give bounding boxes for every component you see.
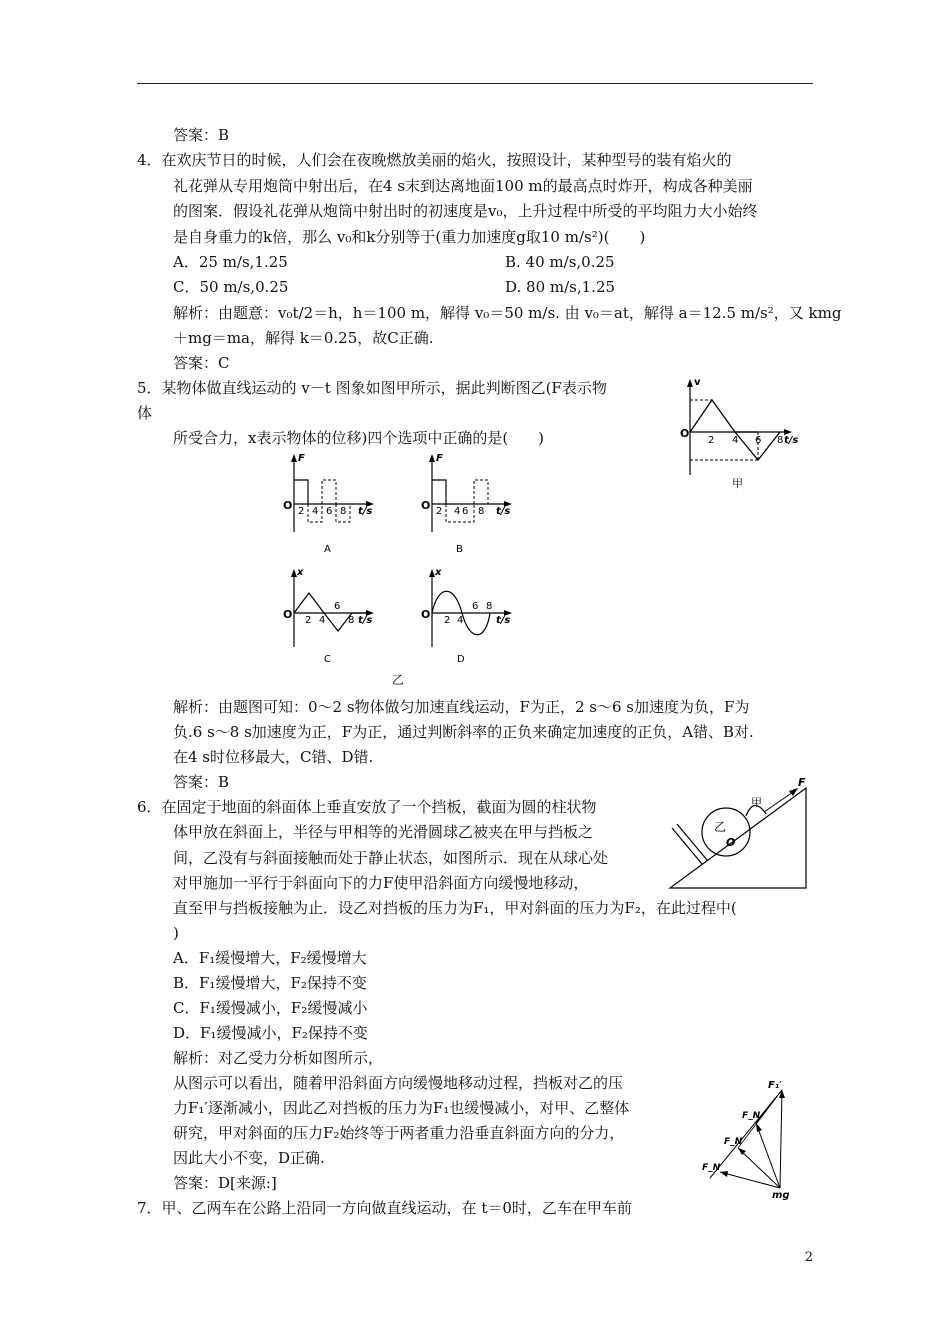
origin-label: O: [283, 608, 293, 621]
x-axis-label: x: [297, 567, 304, 578]
figure-jia-vt-graph: [680, 375, 810, 495]
t-axis-label: t/s: [496, 615, 511, 626]
tick-label: 6: [755, 435, 762, 446]
figure-caption: D: [457, 654, 465, 665]
q5-analysis: 负.6 s～8 s加速度为正，F为正，通过判断斜率的正负来确定加速度的正负，A错、B对.: [173, 723, 754, 741]
origin-label: O: [421, 499, 431, 512]
figure-caption: C: [324, 654, 331, 665]
ball-yi-label: 乙: [714, 820, 727, 834]
tick-label: 8: [340, 506, 347, 517]
tick-label: 4: [312, 506, 319, 517]
tick-label: 2: [305, 615, 312, 626]
gravity-mg-label: mg: [772, 1190, 790, 1201]
tick-label: 8: [777, 435, 784, 446]
f-axis-label: F: [436, 453, 443, 464]
q6-text: 体甲放在斜面上，半径与甲相等的光滑圆球乙被夹在甲与挡板之: [173, 823, 594, 841]
t-axis-label: t/s: [358, 615, 373, 626]
cylinder-jia-label: 甲: [751, 796, 762, 809]
q6-option-a: A．F₁缓慢增大，F₂缓慢增大: [173, 949, 367, 967]
tick-label: 6: [472, 601, 479, 612]
normal-force-label: F_N: [702, 1163, 721, 1173]
tick-label: 4: [457, 615, 464, 626]
q4-text: 是自身重力的k倍，那么 v₀和k分别等于(重力加速度g取10 m/s²)( ): [173, 228, 646, 246]
q6-text: 对甲施加一平行于斜面向下的力F使甲沿斜面方向缓慢地移动，: [173, 874, 589, 892]
tick-label: 6: [326, 506, 333, 517]
normal-force-label: F_N: [724, 1137, 743, 1147]
t-axis-label: t/s: [358, 506, 373, 517]
figure-option-c: [282, 565, 382, 670]
q6-option-c: C．F₁缓慢减小，F₂缓慢减小: [173, 999, 368, 1017]
q4-analysis: ＋mg＝ma，解得 k＝0.25，故C正确.: [173, 329, 434, 347]
q6-analysis: 力F₁′逐渐减小，因此乙对挡板的压力为F₁也缓慢减小，对甲、乙整体: [173, 1099, 630, 1117]
tick-label: 2: [444, 615, 451, 626]
tick-label: 2: [298, 506, 305, 517]
q6-option-b: B．F₁缓慢增大，F₂保持不变: [173, 974, 367, 992]
x-axis-label: x: [435, 567, 442, 578]
tick-label: 4: [732, 435, 739, 446]
q5-analysis: 在4 s时位移最大，C错、D错.: [173, 748, 374, 766]
q4-option-a: A．25 m/s,1.25: [173, 253, 288, 271]
v-axis-label: v: [694, 377, 701, 388]
answer-4: 答案：C: [173, 354, 230, 372]
figure-yi-caption: 乙: [392, 673, 405, 687]
tick-label: 8: [348, 615, 355, 626]
q6-option-d: D．F₁缓慢减小，F₂保持不变: [173, 1024, 368, 1042]
tick-label: 2: [708, 435, 715, 446]
figure-caption: 甲: [732, 477, 743, 490]
q4-option-b: B. 40 m/s,0.25: [505, 253, 615, 271]
header-rule: [137, 83, 813, 84]
q6-text: ): [173, 924, 179, 942]
tick-label: 8: [486, 601, 493, 612]
tick-label: 4: [319, 615, 326, 626]
q6-text: 直至甲与挡板接触为止．设乙对挡板的压力为F₁，甲对斜面的压力为F₂，在此过程中(: [173, 899, 737, 917]
tick-label: 2: [436, 506, 443, 517]
figure-force-diagram: [700, 1078, 812, 1202]
q4-text: 的图案．假设礼花弹从炮筒中射出时的初速度是v₀，上升过程中所受的平均阻力大小始终: [173, 202, 758, 220]
f-axis-label: F: [298, 453, 305, 464]
q5-analysis: 解析：由题图可知：0～2 s物体做匀加速直线运动，F为正，2 s～6 s加速度为负，F为: [173, 698, 750, 716]
q5-text: 所受合力，x表示物体的位移)四个选项中正确的是( ): [173, 429, 545, 447]
tick-label: 6: [462, 506, 469, 517]
tick-label: 8: [478, 506, 485, 517]
figure-option-b: [420, 452, 520, 557]
q6-analysis: 因此大小不变，D正确.: [173, 1149, 325, 1167]
q4-option-c: C．50 m/s,0.25: [173, 278, 289, 296]
normal-force-label: F_N: [742, 1111, 761, 1121]
q4-option-d: D. 80 m/s,1.25: [505, 278, 616, 296]
force-f1-prime-label: F₁′: [768, 1080, 782, 1091]
answer-3: 答案：B: [173, 126, 230, 144]
figure-option-d: [420, 565, 520, 670]
q7-text: 7．甲、乙两车在公路上沿同一方向做直线运动，在 t＝0时，乙车在甲车前: [137, 1199, 632, 1217]
answer-6: 答案：D[来源:]: [173, 1174, 277, 1192]
t-axis-label: t/s: [496, 506, 511, 517]
q4-analysis: 解析：由题意：v₀t/2＝h，h＝100 m，解得 v₀＝50 m/s. 由 v₀＝at，解得 a＝12.5 m/s²，又 kmg: [173, 304, 842, 322]
q4-text: 礼花弹从专用炮筒中射出后，在4 s末到达离地面100 m的最高点时炸开，构成各种美丽: [173, 177, 753, 195]
q6-text: 间，乙没有与斜面接触而处于静止状态，如图所示．现在从球心处: [173, 849, 609, 867]
tick-label: 6: [334, 601, 341, 612]
origin-label: O: [421, 608, 431, 621]
figure-caption: A: [324, 544, 331, 555]
center-label: O′: [726, 836, 739, 849]
force-f-label: F: [798, 776, 806, 789]
tick-label: 4: [454, 506, 461, 517]
answer-5: 答案：B: [173, 773, 230, 791]
figure-incline: [668, 776, 810, 894]
q6-analysis: 从图示可以看出，随着甲沿斜面方向缓慢地移动过程，挡板对乙的压: [173, 1074, 624, 1092]
q6-analysis: 研究，甲对斜面的压力F₂始终等于两者重力沿垂直斜面方向的分力，: [173, 1124, 625, 1142]
q5-text: 体: [137, 404, 153, 422]
q4-text: 4．在欢庆节日的时候，人们会在夜晚燃放美丽的焰火，按照设计，某种型号的装有焰火的: [137, 151, 732, 169]
q5-text: 5．某物体做直线运动的 v－t 图象如图甲所示，据此判断图乙(F表示物: [137, 379, 607, 397]
t-axis-label: t/s: [784, 435, 799, 446]
origin-label: O: [680, 427, 690, 440]
origin-label: O: [283, 499, 293, 512]
page-number: 2: [804, 1250, 813, 1265]
q6-analysis: 解析：对乙受力分析如图所示，: [173, 1049, 384, 1067]
q6-text: 6．在固定于地面的斜面体上垂直安放了一个挡板，截面为圆的柱状物: [137, 798, 597, 816]
figure-option-a: [282, 452, 382, 557]
figure-caption: B: [456, 544, 463, 555]
